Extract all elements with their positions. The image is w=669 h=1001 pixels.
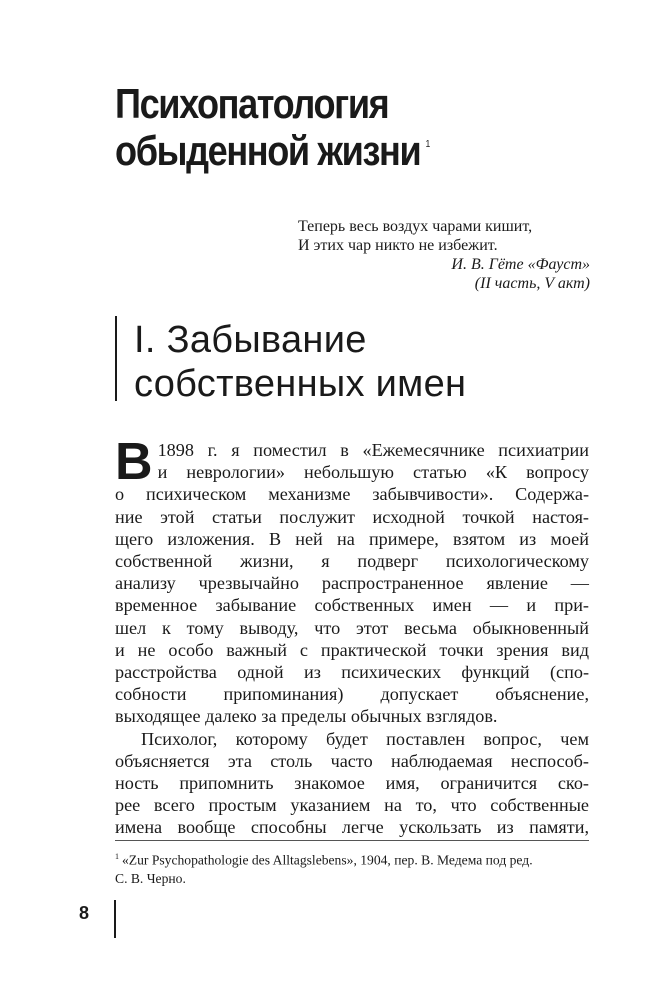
page-number: 8 xyxy=(79,903,90,923)
body-line: анализу чрезвычайно распространенное явление — xyxy=(115,573,589,594)
body-text xyxy=(115,433,589,839)
footnote-text-1: «Zur Psychopathologie des Alltagslebens», 1904, пер. В. Медема под ред. xyxy=(122,852,533,868)
epigraph-line-1: Теперь весь воздух чарами кишит, xyxy=(298,218,533,235)
body-line: и не особо важный с практической точки зрения вид xyxy=(115,639,589,660)
body-line: расстройства одной из психических функций (спо- xyxy=(115,662,589,683)
body-line: имена вообще способны легче ускользать из памяти, xyxy=(115,817,589,838)
section-title-line-2: собственных имен xyxy=(134,363,467,405)
paragraph-1 xyxy=(115,433,589,728)
chapter-title xyxy=(115,80,430,186)
body-line: временное забывание собственных имен — и при- xyxy=(115,595,589,616)
section-title-rule xyxy=(115,316,117,401)
body-line: собности припоминания) допускает объяснение, xyxy=(115,684,589,705)
drop-cap: В xyxy=(115,433,153,491)
footnote xyxy=(115,848,589,888)
body-line: и неврологии» небольшую статью «К вопросу xyxy=(157,462,589,483)
epigraph-source: (II часть, V акт) xyxy=(474,275,590,292)
paragraph-2 xyxy=(115,728,589,839)
body-line: рее всего простым указанием на то, что собственные xyxy=(115,795,589,816)
footnote-divider xyxy=(115,840,589,841)
body-line: собственной жизни, я подверг психологическому xyxy=(115,551,589,572)
epigraph xyxy=(298,217,590,293)
footnote-line-1 xyxy=(115,848,589,870)
body-line: щего изложения. В ней на примере, взятом из моей xyxy=(115,528,589,549)
section-title xyxy=(134,318,466,406)
body-line: о психическом механизме забывчивости». Содержа- xyxy=(115,484,589,505)
epigraph-author: И. В. Гёте «Фауст» xyxy=(451,256,590,273)
body-line: 1898 г. я поместил в «Ежемесячнике психиатрии xyxy=(157,440,589,460)
body-line: шел к тому выводу, что этот весьма обыкновенный xyxy=(115,617,589,638)
footnote-line-2: С. В. Черно. xyxy=(115,870,186,886)
body-line: ность припомнить знакомое имя, ограничится ско- xyxy=(115,773,589,794)
footnote-mark: 1 xyxy=(115,852,119,861)
section-title-line-1: I. Забывание xyxy=(134,319,367,361)
page-number-rule xyxy=(114,900,116,938)
footnote-reference: 1 xyxy=(425,139,431,150)
body-line: Психолог, которому будет поставлен вопрос, чем xyxy=(141,728,589,749)
body-line: ние этой статьи послужит исходной точкой настоя- xyxy=(115,506,589,527)
epigraph-line-2: И этих чар никто не избежит. xyxy=(298,237,498,254)
chapter-title-line-2 xyxy=(115,127,430,186)
body-line-last: выходящее далеко за пределы обычных взглядов. xyxy=(115,706,498,727)
chapter-title-line-2-text: обыденной жизни xyxy=(115,127,421,174)
body-line: объясняется эта столь часто наблюдаемая неспособ- xyxy=(115,750,589,771)
chapter-title-line-1: Психопатология xyxy=(115,80,389,127)
